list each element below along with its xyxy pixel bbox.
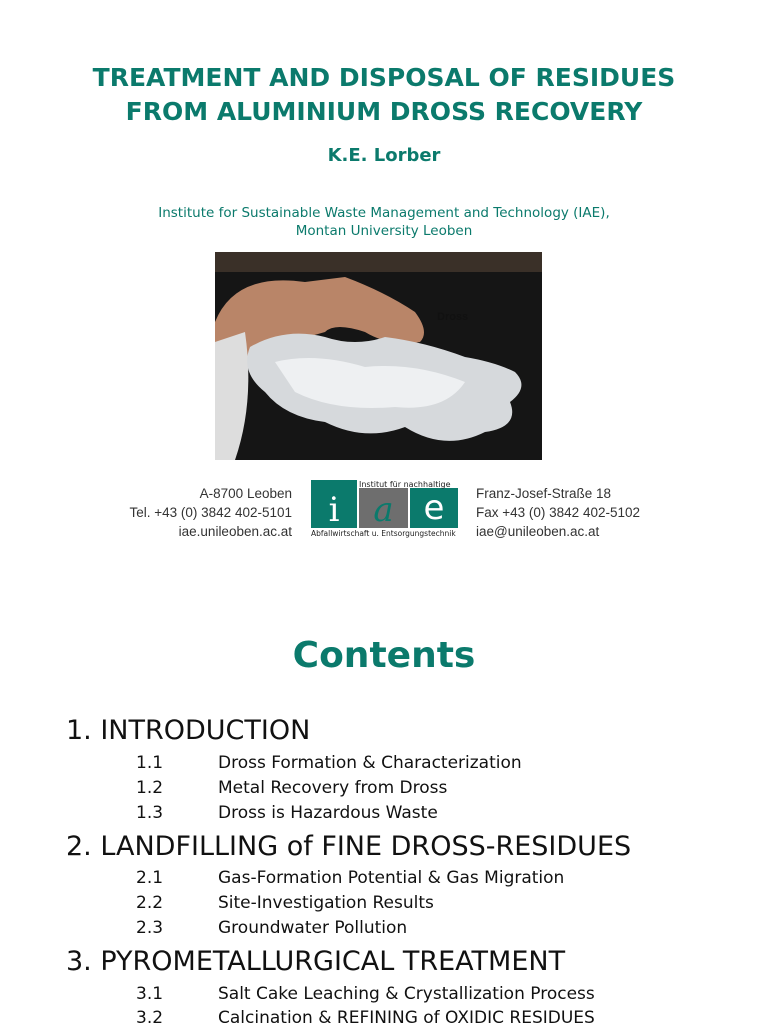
institute-line: Montan University Leoben	[295, 223, 473, 239]
item-text: Groundwater Pollution	[218, 918, 408, 938]
author: K.E. Lorber	[327, 145, 441, 166]
fax: Fax +43 (0) 3842 402-5102	[476, 505, 640, 520]
institute	[0, 204, 768, 240]
logo-letter: i	[328, 490, 340, 530]
item-number: 2.3	[136, 918, 164, 938]
dross-photo	[215, 252, 542, 460]
phone: Tel. +43 (0) 3842 402-5101	[129, 505, 292, 520]
section-heading: 1. INTRODUCTION	[66, 715, 311, 746]
item-text: Dross is Hazardous Waste	[218, 803, 438, 823]
item-number: 2.2	[136, 893, 164, 913]
address-left	[130, 484, 293, 541]
logo-letter: e	[423, 488, 445, 528]
section-heading: 3. PYROMETALLURGICAL TREATMENT	[66, 946, 566, 977]
item-text: Calcination & REFINING of OXIDIC RESIDUES	[218, 1008, 595, 1024]
item-number: 2.1	[136, 868, 164, 888]
item-number: 3.1	[136, 984, 164, 1004]
title-line: FROM ALUMINIUM DROSS RECOVERY	[125, 97, 643, 126]
website: iae.unileoben.ac.at	[178, 524, 292, 539]
logo-top-text: Institut für nachhaltige	[359, 480, 451, 489]
item-text: Gas-Formation Potential & Gas Migration	[218, 868, 565, 888]
address-right	[476, 484, 640, 541]
institute-line: Institute for Sustainable Waste Management and Technology (IAE),	[158, 205, 610, 221]
section-heading: 2. LANDFILLING of FINE DROSS-RESIDUES	[66, 831, 632, 862]
item-number: 3.2	[136, 1008, 164, 1024]
logo-bottom-text: Abfallwirtschaft u. Entsorgungstechnik	[311, 529, 456, 538]
address-line: Franz-Josef-Straße 18	[476, 486, 612, 501]
title-line: TREATMENT AND DISPOSAL OF RESIDUES	[92, 63, 676, 92]
item-number: 1.3	[136, 803, 164, 823]
item-number: 1.2	[136, 778, 164, 798]
email: iae@unileoben.ac.at	[476, 524, 600, 539]
item-text: Dross Formation & Characterization	[218, 753, 522, 773]
dross-label: Dross	[437, 311, 469, 323]
item-text: Salt Cake Leaching & Crystallization Process	[218, 984, 595, 1004]
iae-logo	[311, 480, 458, 540]
contents-heading: Contents	[292, 635, 476, 676]
document-title	[0, 61, 768, 129]
address-line: A-8700 Leoben	[199, 486, 292, 501]
logo-letter: a	[373, 490, 394, 530]
item-number: 1.1	[136, 753, 164, 773]
item-text: Site-Investigation Results	[218, 893, 434, 913]
item-text: Metal Recovery from Dross	[218, 778, 448, 798]
